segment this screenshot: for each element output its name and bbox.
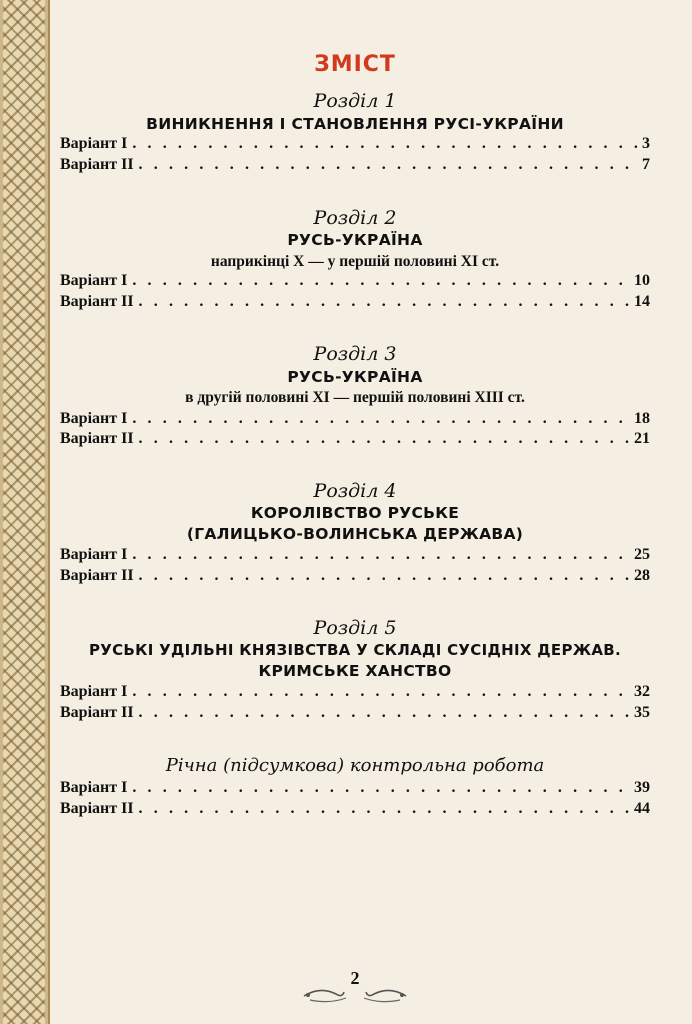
- toc-row[interactable]: [60, 430, 650, 450]
- section-2-subtitle: наприкінці X — у першій половині XI ст.: [210, 253, 500, 270]
- leader-dots: [132, 410, 631, 428]
- leader-dots: [139, 704, 631, 722]
- toc-title: ЗМІСТ: [314, 52, 396, 77]
- toc-row[interactable]: [60, 683, 650, 703]
- section-1-title: ВИНИКНЕННЯ І СТАНОВЛЕННЯ РУСІ-УКРАЇНИ: [146, 115, 564, 133]
- toc-row-label: Варіант I: [60, 272, 128, 289]
- section-3-subtitle: в другій половині XI — першій половині XIII ст.: [185, 389, 525, 406]
- section-2-title: РУСЬ-УКРАЇНА: [287, 231, 423, 249]
- page-number: 2: [350, 968, 360, 988]
- toc-row-label: Варіант I: [60, 683, 128, 700]
- toc-row-page: 32: [634, 683, 650, 700]
- leader-dots: [132, 272, 631, 290]
- leader-dots: [139, 156, 639, 174]
- toc-row-label: Варіант II: [60, 704, 134, 721]
- toc-row-page: 25: [634, 546, 650, 563]
- toc-row[interactable]: [60, 293, 650, 313]
- toc-row[interactable]: [60, 800, 650, 820]
- section-4-title: КОРОЛІВСТВО РУСЬКЕ: [250, 504, 460, 522]
- toc-row-page: 18: [634, 410, 650, 427]
- section-5-title: РУСЬКІ УДІЛЬНІ КНЯЗІВСТВА У СКЛАДІ СУСІДНІХ ДЕРЖАВ.: [88, 641, 622, 659]
- leader-dots: [139, 430, 631, 448]
- section-5-title-line2: КРИМСЬКЕ ХАНСТВО: [258, 662, 452, 680]
- toc-row-label: Варіант II: [60, 567, 134, 584]
- toc-row[interactable]: [60, 156, 650, 176]
- toc-row-page: 7: [642, 156, 650, 173]
- toc-row[interactable]: [60, 410, 650, 430]
- leader-dots: [139, 567, 631, 585]
- toc-row-page: 14: [634, 293, 650, 310]
- toc-row-label: Варіант II: [60, 430, 134, 447]
- leader-dots: [132, 779, 631, 797]
- toc-row-label: Варіант I: [60, 546, 128, 563]
- toc-row-label: Варіант I: [60, 410, 128, 427]
- section-5-label: Розділ 5: [313, 617, 397, 639]
- annual-test-label: Річна (підсумкова) контрольна робота: [165, 755, 545, 776]
- page-footer: [300, 968, 410, 1008]
- toc-row-label: Варіант II: [60, 800, 134, 817]
- section-4-label: Розділ 4: [313, 480, 397, 502]
- section-3-label: Розділ 3: [313, 343, 397, 365]
- leader-dots: [139, 293, 631, 311]
- leader-dots: [139, 800, 631, 818]
- toc-row-page: 28: [634, 567, 650, 584]
- toc-row-page: 21: [634, 430, 650, 447]
- toc-row[interactable]: [60, 135, 650, 155]
- section-2-label: Розділ 2: [313, 207, 397, 229]
- toc-row[interactable]: [60, 546, 650, 566]
- toc-row[interactable]: [60, 779, 650, 799]
- toc-row-page: 3: [642, 135, 650, 152]
- toc-row-page: 35: [634, 704, 650, 721]
- leader-dots: [132, 546, 631, 564]
- toc-row-page: 39: [634, 779, 650, 796]
- toc-row[interactable]: [60, 567, 650, 587]
- section-4-title-line2: (ГАЛИЦЬКО-ВОЛИНСЬКА ДЕРЖАВА): [186, 525, 524, 543]
- section-1-label: Розділ 1: [313, 90, 397, 112]
- ornamental-border: [0, 0, 50, 1024]
- toc-row-label: Варіант I: [60, 135, 128, 152]
- leader-dots: [132, 683, 631, 701]
- toc-row-label: Варіант II: [60, 293, 134, 310]
- toc-row[interactable]: [60, 272, 650, 292]
- section-3-title: РУСЬ-УКРАЇНА: [287, 368, 423, 386]
- leader-dots: [132, 135, 639, 153]
- toc-row-page: 44: [634, 800, 650, 817]
- toc-row[interactable]: [60, 704, 650, 724]
- toc-row-label: Варіант I: [60, 779, 128, 796]
- toc-row-label: Варіант II: [60, 156, 134, 173]
- toc-row-page: 10: [634, 272, 650, 289]
